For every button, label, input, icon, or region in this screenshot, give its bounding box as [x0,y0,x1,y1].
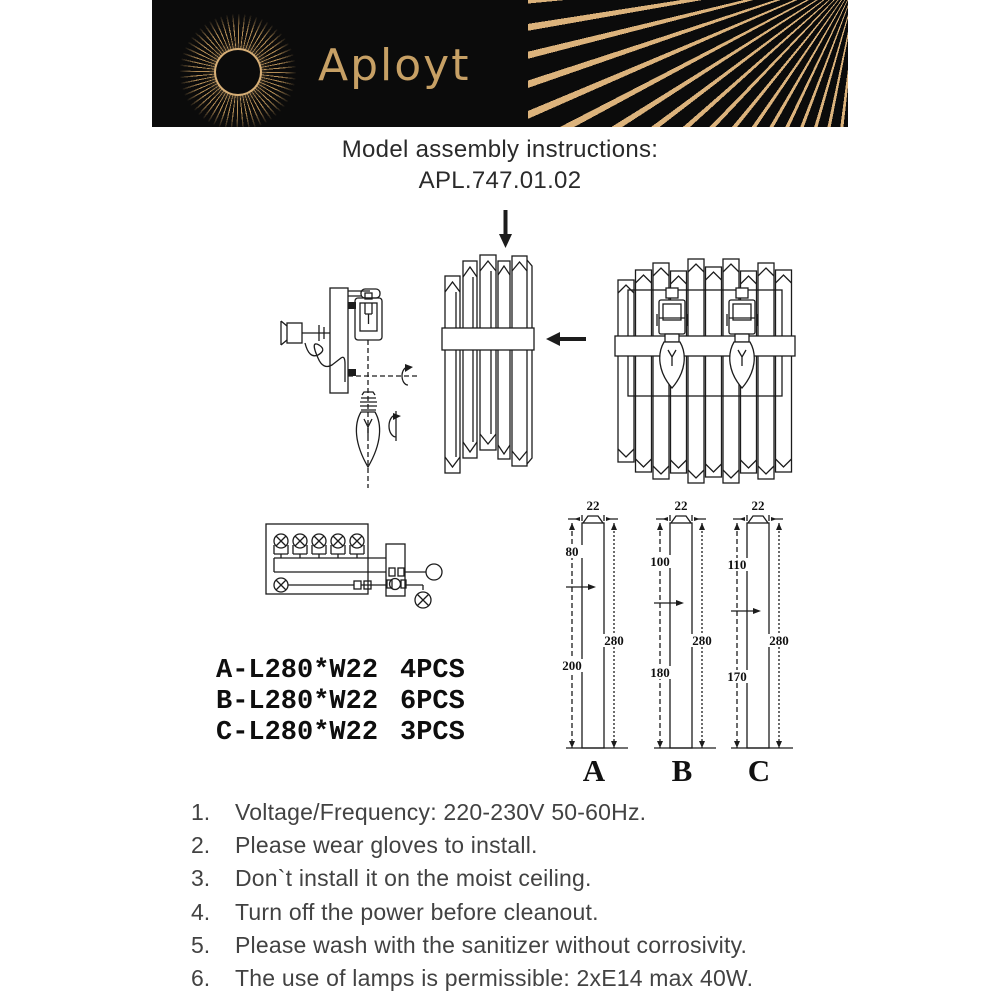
assembly-drawing-crystal-shade [430,208,600,498]
instruction-number: 2. [191,832,211,859]
part-qty: 3PCS [400,718,465,748]
instruction-item [191,832,753,865]
instruction-text: Voltage/Frequency: 220-230V 50-60Hz. [235,799,647,825]
page-title [0,134,1000,196]
title-line1: Model assembly instructions: [341,136,659,163]
instruction-number: 5. [191,931,211,958]
brand-wordmark: Aployt [318,40,471,91]
dim-length: 280 [764,634,794,647]
parts-row [216,656,465,687]
bar-label: C [747,753,771,788]
part-qty: 6PCS [400,687,465,717]
instruction-text: Don`t install it on the moist ceiling. [235,865,592,892]
brand-header [152,0,848,127]
instruction-number: 6. [191,964,211,991]
instruction-text: Please wash with the sanitizer without corrosivity. [235,931,748,958]
instructions-list [191,799,753,998]
dim-width: 22 [581,499,605,512]
crystal-bar-diagram-c [717,498,807,793]
dim-length: 280 [599,634,629,647]
parts-row [216,718,465,749]
dim-hole-to-bottom: 180 [645,666,675,679]
part-label: C-L280*W22 [216,718,379,748]
sunburst-logo-core [216,50,260,94]
part-qty: 4PCS [400,656,465,686]
instruction-number: 4. [191,898,211,925]
dim-hole-to-bottom: 200 [557,659,587,672]
dim-length: 280 [687,634,717,647]
dim-hole-from-top: 80 [557,545,587,558]
assembly-drawing-socket-and-bulb [275,263,425,498]
parts-row [216,687,465,718]
bar-label: A [582,753,606,788]
instruction-number: 3. [191,865,211,892]
instruction-item [191,865,753,898]
dim-width: 22 [669,499,693,512]
dim-hole-to-bottom: 170 [722,670,752,683]
part-label: A-L280*W22 [216,656,379,686]
instruction-item [191,799,753,832]
instruction-text: The use of lamps is permissible: 2xE14 max 40W. [235,964,754,991]
title-line2: APL.747.01.02 [418,167,582,194]
bar-label: B [671,753,693,788]
instruction-number: 1. [191,799,211,825]
crystal-bar-diagram-a [552,498,642,793]
instruction-text: Please wear gloves to install. [235,832,538,859]
instruction-item [191,965,753,998]
part-label: B-L280*W22 [216,687,379,717]
dim-width: 22 [746,499,770,512]
gold-rays-decoration [528,0,848,127]
wiring-diagram [258,514,453,618]
dim-hole-from-top: 110 [722,558,752,571]
parts-list [216,656,465,749]
dim-hole-from-top: 100 [645,555,675,568]
instruction-item [191,932,753,965]
assembly-drawing-assembled-sconce [605,256,805,488]
instruction-text: Turn off the power before cleanout. [235,898,599,925]
instruction-item [191,899,753,932]
